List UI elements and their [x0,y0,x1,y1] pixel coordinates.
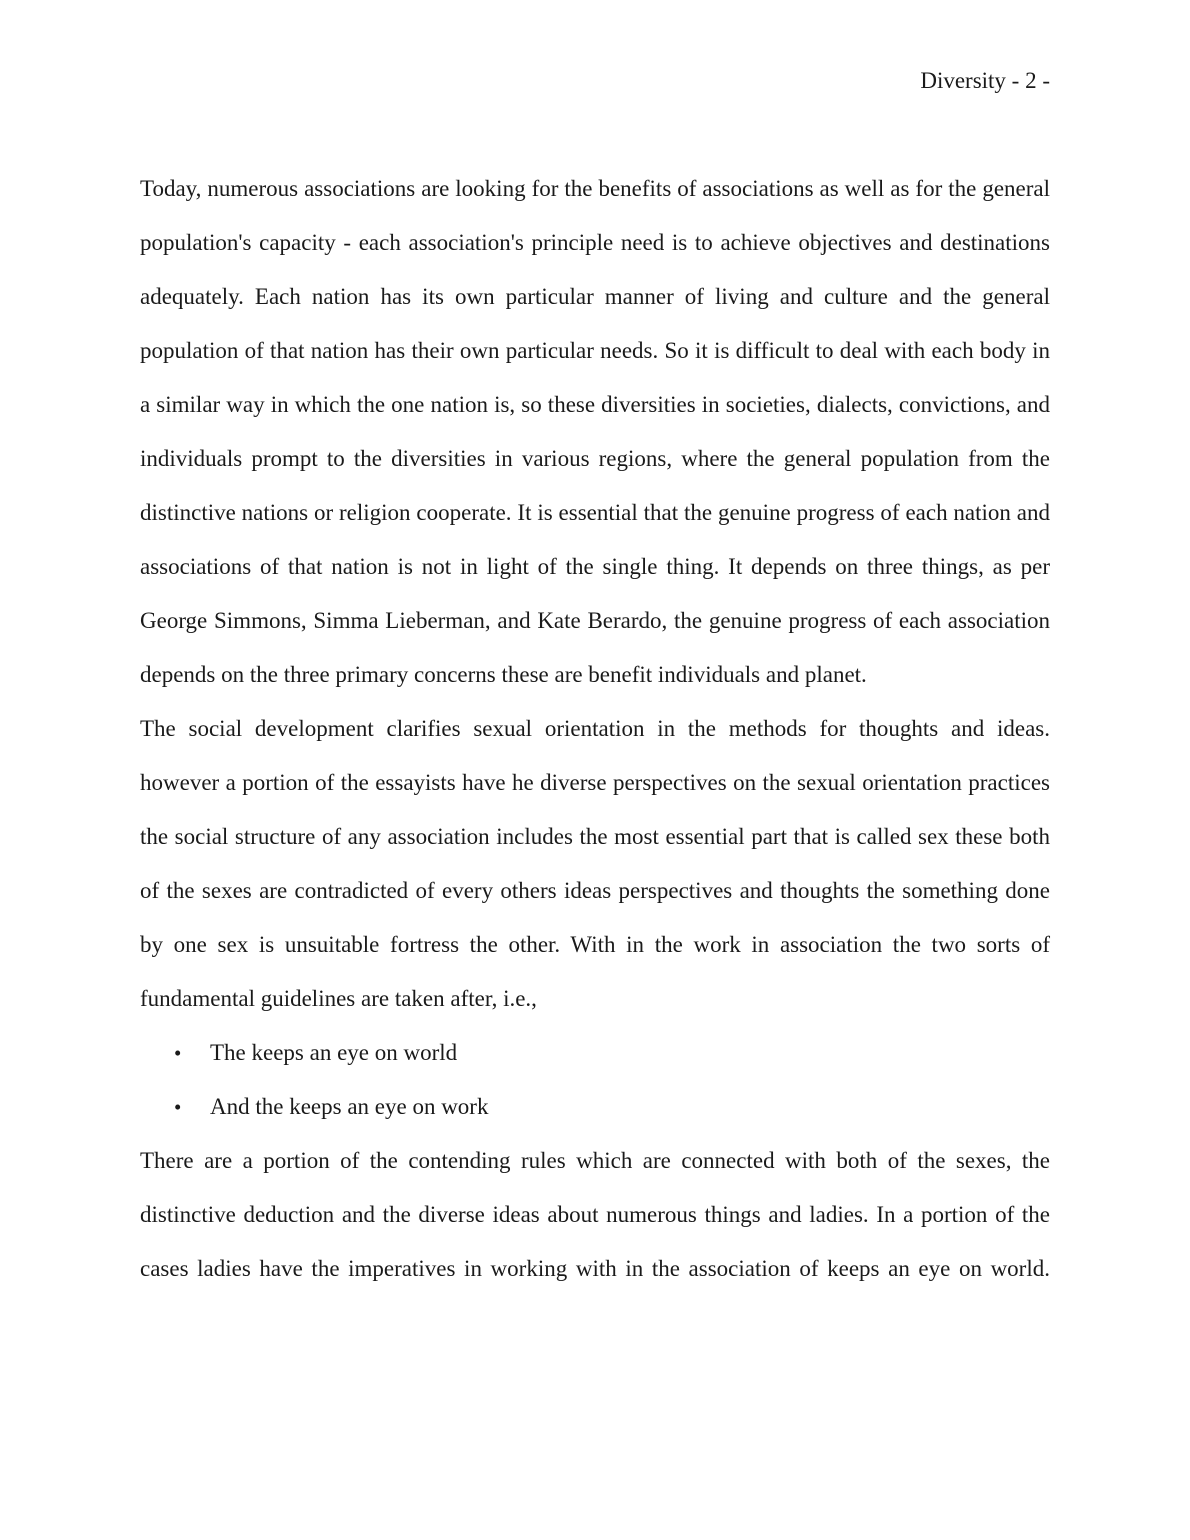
bullet-text-work: And the keeps an eye on work [210,1094,489,1119]
paragraph-intro: Today, numerous associations are looking for the benefits of associations as well as for the general population's capacity - each association's principle need is to achieve objectives and destinations adequately. Each nation has its own particular manner of living and culture and the general population of that nation has their own particular needs. So it is difficult to deal with each body in a similar way in which the one nation is, so these diversities in societies, dialects, convictions, and individuals prompt to the diversities in various regions, where the general population from the distinctive nations or religion cooperate. It is essential that the genuine progress of each nation and associations of that nation is not in light of the single thing. It depends on three things, as per George Simmons, Simma Lieberman, and Kate Berardo, the genuine progress of each association depends on the three primary concerns these are benefit individuals and planet. [140,176,1050,687]
bullet-icon: • [174,1095,182,1119]
paragraph-contending-rules: There are a portion of the contending rules which are connected with both of the sexes, the distinctive deduction and the diverse ideas about numerous things and ladies. In a portion of the cases ladies have the imperatives in working with in the association of keeps an eye on world. [140,1148,1050,1281]
page-header [140,66,1050,96]
list-item-world [140,1026,1050,1080]
bullet-text-world: The keeps an eye on world [210,1040,458,1065]
document-body [140,162,1050,1296]
page-number-label: Diversity - 2 - [920,68,1050,93]
list-item-work [140,1080,1050,1134]
bullet-icon: • [174,1041,182,1065]
paragraph-social-development: The social development clarifies sexual orientation in the methods for thoughts and ideas. however a portion of the essayists have he diverse perspectives on the sexual orientation practices the social structure of any association includes the most essential part that is called sex these both of the sexes are contradicted of every others ideas perspectives and thoughts the something done by one sex is unsuitable fortress the other. With in the work in association the two sorts of fundamental guidelines are taken after, i.e., [140,716,1050,1011]
bullet-list [140,1026,1050,1134]
